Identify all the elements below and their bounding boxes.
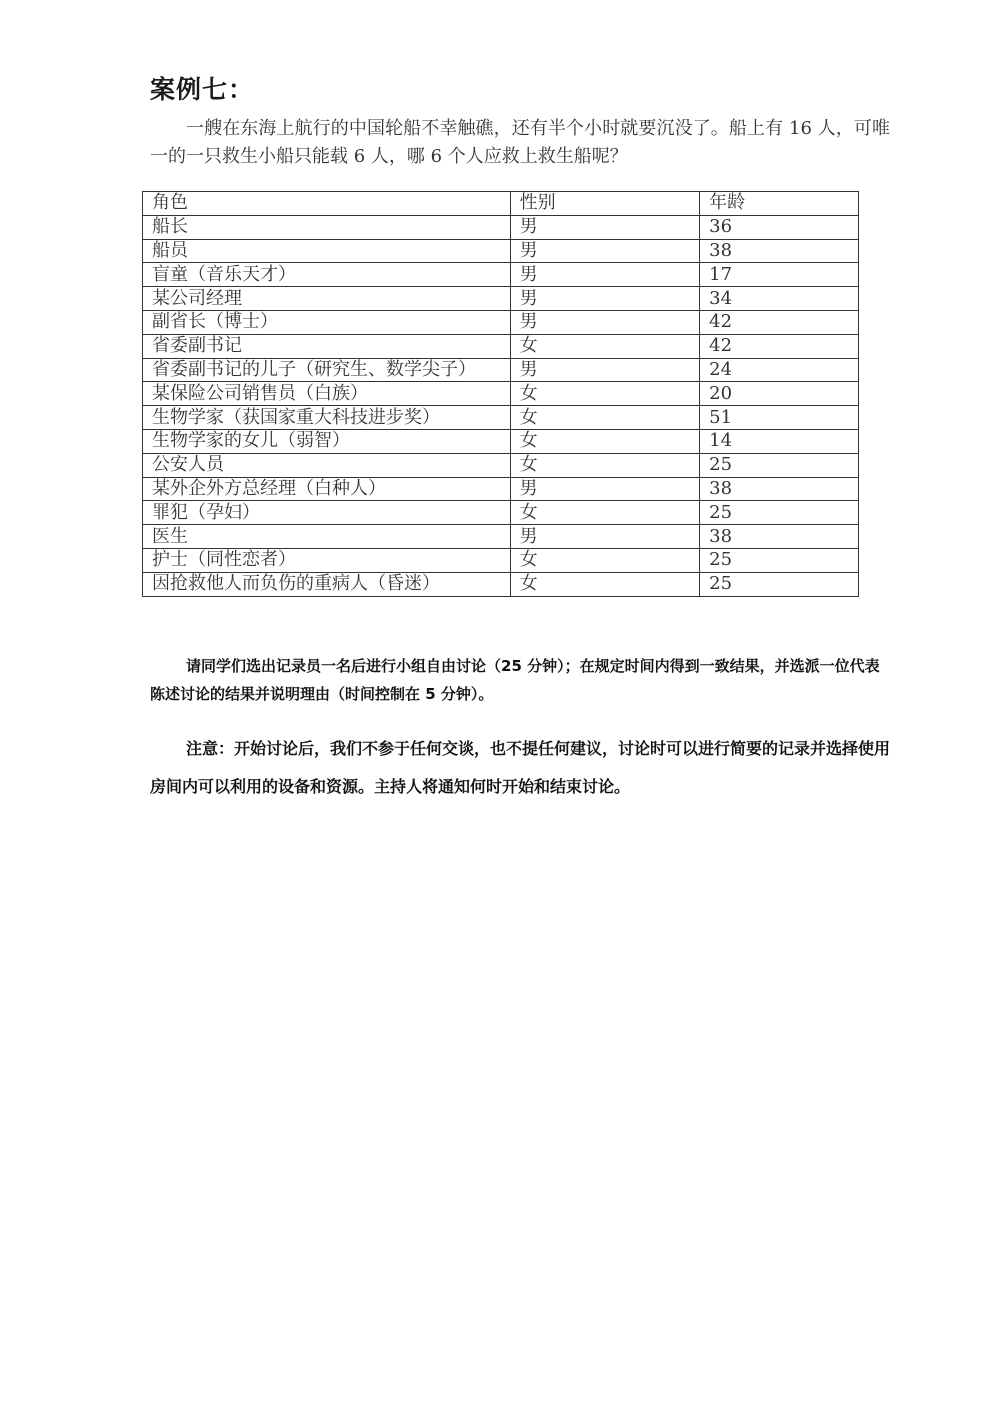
table-header-row <box>143 192 859 216</box>
age-cell: 24 <box>700 358 859 382</box>
roles-table <box>142 191 859 597</box>
table-row <box>143 548 859 572</box>
gender-cell: 男 <box>510 239 700 263</box>
table-row <box>143 310 859 334</box>
role-cell: 省委副书记的儿子（研究生、数学尖子） <box>143 358 511 382</box>
age-cell: 17 <box>700 263 859 287</box>
gender-cell: 男 <box>510 287 700 311</box>
table-row <box>143 239 859 263</box>
note-paragraph: 注意：开始讨论后，我们不参于任何交谈，也不提任何建议，讨论时可以进行简要的记录并选择使用房间内可以利用的设备和资源。主持人将通知何时开始和结束讨论。 <box>150 739 891 796</box>
header-age: 年龄 <box>700 192 859 216</box>
table-row <box>143 406 859 430</box>
role-cell: 医生 <box>143 525 511 549</box>
gender-cell: 女 <box>510 453 700 477</box>
role-cell: 盲童（音乐天才） <box>143 263 511 287</box>
gender-cell: 男 <box>510 310 700 334</box>
age-cell: 38 <box>700 477 859 501</box>
table-row <box>143 572 859 596</box>
age-cell: 38 <box>700 239 859 263</box>
age-cell: 38 <box>700 525 859 549</box>
age-cell: 42 <box>700 334 859 358</box>
table-row <box>143 453 859 477</box>
age-cell: 42 <box>700 310 859 334</box>
gender-cell: 女 <box>510 429 700 453</box>
role-cell: 生物学家的女儿（弱智） <box>143 429 511 453</box>
gender-cell: 男 <box>510 263 700 287</box>
role-cell: 护士（同性恋者） <box>143 548 511 572</box>
gender-cell: 女 <box>510 501 700 525</box>
role-cell: 罪犯（孕妇） <box>143 501 511 525</box>
gender-cell: 女 <box>510 406 700 430</box>
table-row <box>143 429 859 453</box>
age-cell: 25 <box>700 548 859 572</box>
age-cell: 25 <box>700 453 859 477</box>
table-row <box>143 263 859 287</box>
table-row <box>143 477 859 501</box>
role-cell: 副省长（博士） <box>143 310 511 334</box>
age-cell: 25 <box>700 501 859 525</box>
age-cell: 20 <box>700 382 859 406</box>
gender-cell: 男 <box>510 525 700 549</box>
table-row <box>143 215 859 239</box>
gender-cell: 女 <box>510 334 700 358</box>
table-row <box>143 382 859 406</box>
role-cell: 船员 <box>143 239 511 263</box>
gender-cell: 男 <box>510 215 700 239</box>
age-cell: 34 <box>700 287 859 311</box>
age-cell: 14 <box>700 429 859 453</box>
gender-cell: 男 <box>510 358 700 382</box>
age-cell: 51 <box>700 406 859 430</box>
role-cell: 船长 <box>143 215 511 239</box>
role-cell: 某保险公司销售员（白族） <box>143 382 511 406</box>
header-role: 角色 <box>143 192 511 216</box>
roles-table-body <box>143 215 859 596</box>
role-cell: 公安人员 <box>143 453 511 477</box>
table-row <box>143 334 859 358</box>
role-cell: 省委副书记 <box>143 334 511 358</box>
case-title: 案例七： <box>150 75 255 104</box>
table-row <box>143 501 859 525</box>
role-cell: 因抢救他人而负伤的重病人（昏迷） <box>143 572 511 596</box>
gender-cell: 女 <box>510 548 700 572</box>
table-row <box>143 358 859 382</box>
gender-cell: 男 <box>510 477 700 501</box>
role-cell: 某外企外方总经理（白种人） <box>143 477 511 501</box>
gender-cell: 女 <box>510 572 700 596</box>
role-cell: 某公司经理 <box>143 287 511 311</box>
age-cell: 25 <box>700 572 859 596</box>
table-row <box>143 525 859 549</box>
gender-cell: 女 <box>510 382 700 406</box>
header-gender: 性别 <box>510 192 700 216</box>
instruction-paragraph: 请同学们选出记录员一名后进行小组自由讨论（25 分钟）；在规定时间内得到一致结果，并选派一位代表陈述讨论的结果并说明理由（时间控制在 5 分钟）。 <box>150 657 880 703</box>
intro-paragraph: 一艘在东海上航行的中国轮船不幸触礁，还有半个小时就要沉没了。船上有 16 人，可唯一的一只救生小船只能载 6 人，哪 6 个人应救上救生船呢？ <box>150 118 890 167</box>
role-cell: 生物学家（获国家重大科技进步奖） <box>143 406 511 430</box>
table-row <box>143 287 859 311</box>
age-cell: 36 <box>700 215 859 239</box>
